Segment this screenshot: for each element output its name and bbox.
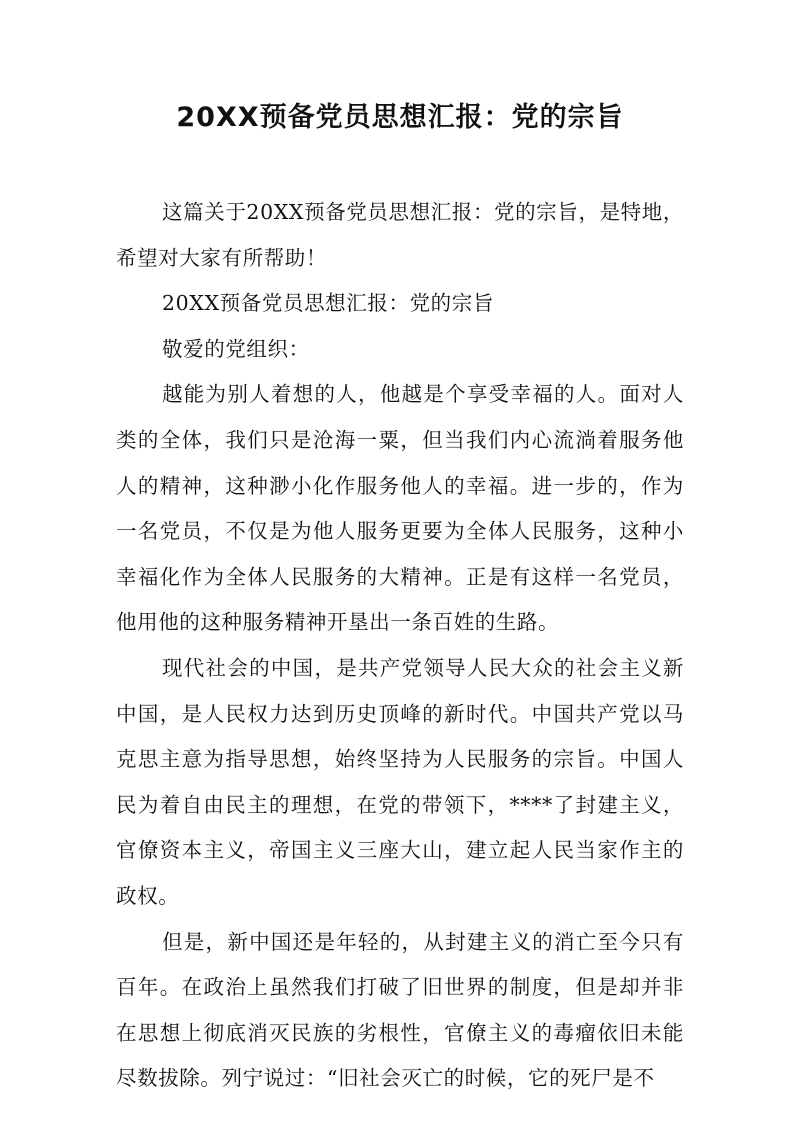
paragraph-body-1: 越能为别人着想的人，他越是个享受幸福的人。面对人类的全体，我们只是沧海一粟，但当我们内心流淌着服务他人的精神，这种渺小化作服务他人的幸福。进一步的，作为一名党员，不仅是为他人服务更要为全体人民服务，这种小幸福化作为全体人民服务的大精神。正是有这样一名党员，他用他的这种服务精神开垦出一条百姓的生路。 [116, 382, 684, 635]
paragraph-salutation: 敬爱的党组织： [162, 336, 310, 361]
document-body [116, 190, 684, 1102]
paragraph-subtitle: 20XX预备党员思想汇报：党的宗旨 [162, 291, 494, 316]
paragraph-body-2: 现代社会的中国，是共产党领导人民大众的社会主义新中国，是人民权力达到历史顶峰的新时代。中国共产党以马克思主意为指导思想，始终坚持为人民服务的宗旨。中国人民为着自由民主的理想，在党的带领下，****了封建主义，官僚资本主义，帝国主义三座大山，建立起人民当家作主的政权。 [116, 655, 684, 908]
page-title: 20XX预备党员思想汇报：党的宗旨 [176, 102, 624, 133]
paragraph-body-3: 但是，新中国还是年轻的，从封建主义的消亡至今只有百年。在政治上虽然我们打破了旧世界的制度，但是却并非在思想上彻底消灭民族的劣根性，官僚主义的毒瘤依旧未能尽数拔除。列宁说过：“旧社会灭亡的时候，它的死尸是不 [116, 929, 684, 1091]
paragraph-intro: 这篇关于20XX预备党员思想汇报：党的宗旨，是特地，希望对大家有所帮助！ [116, 200, 684, 270]
